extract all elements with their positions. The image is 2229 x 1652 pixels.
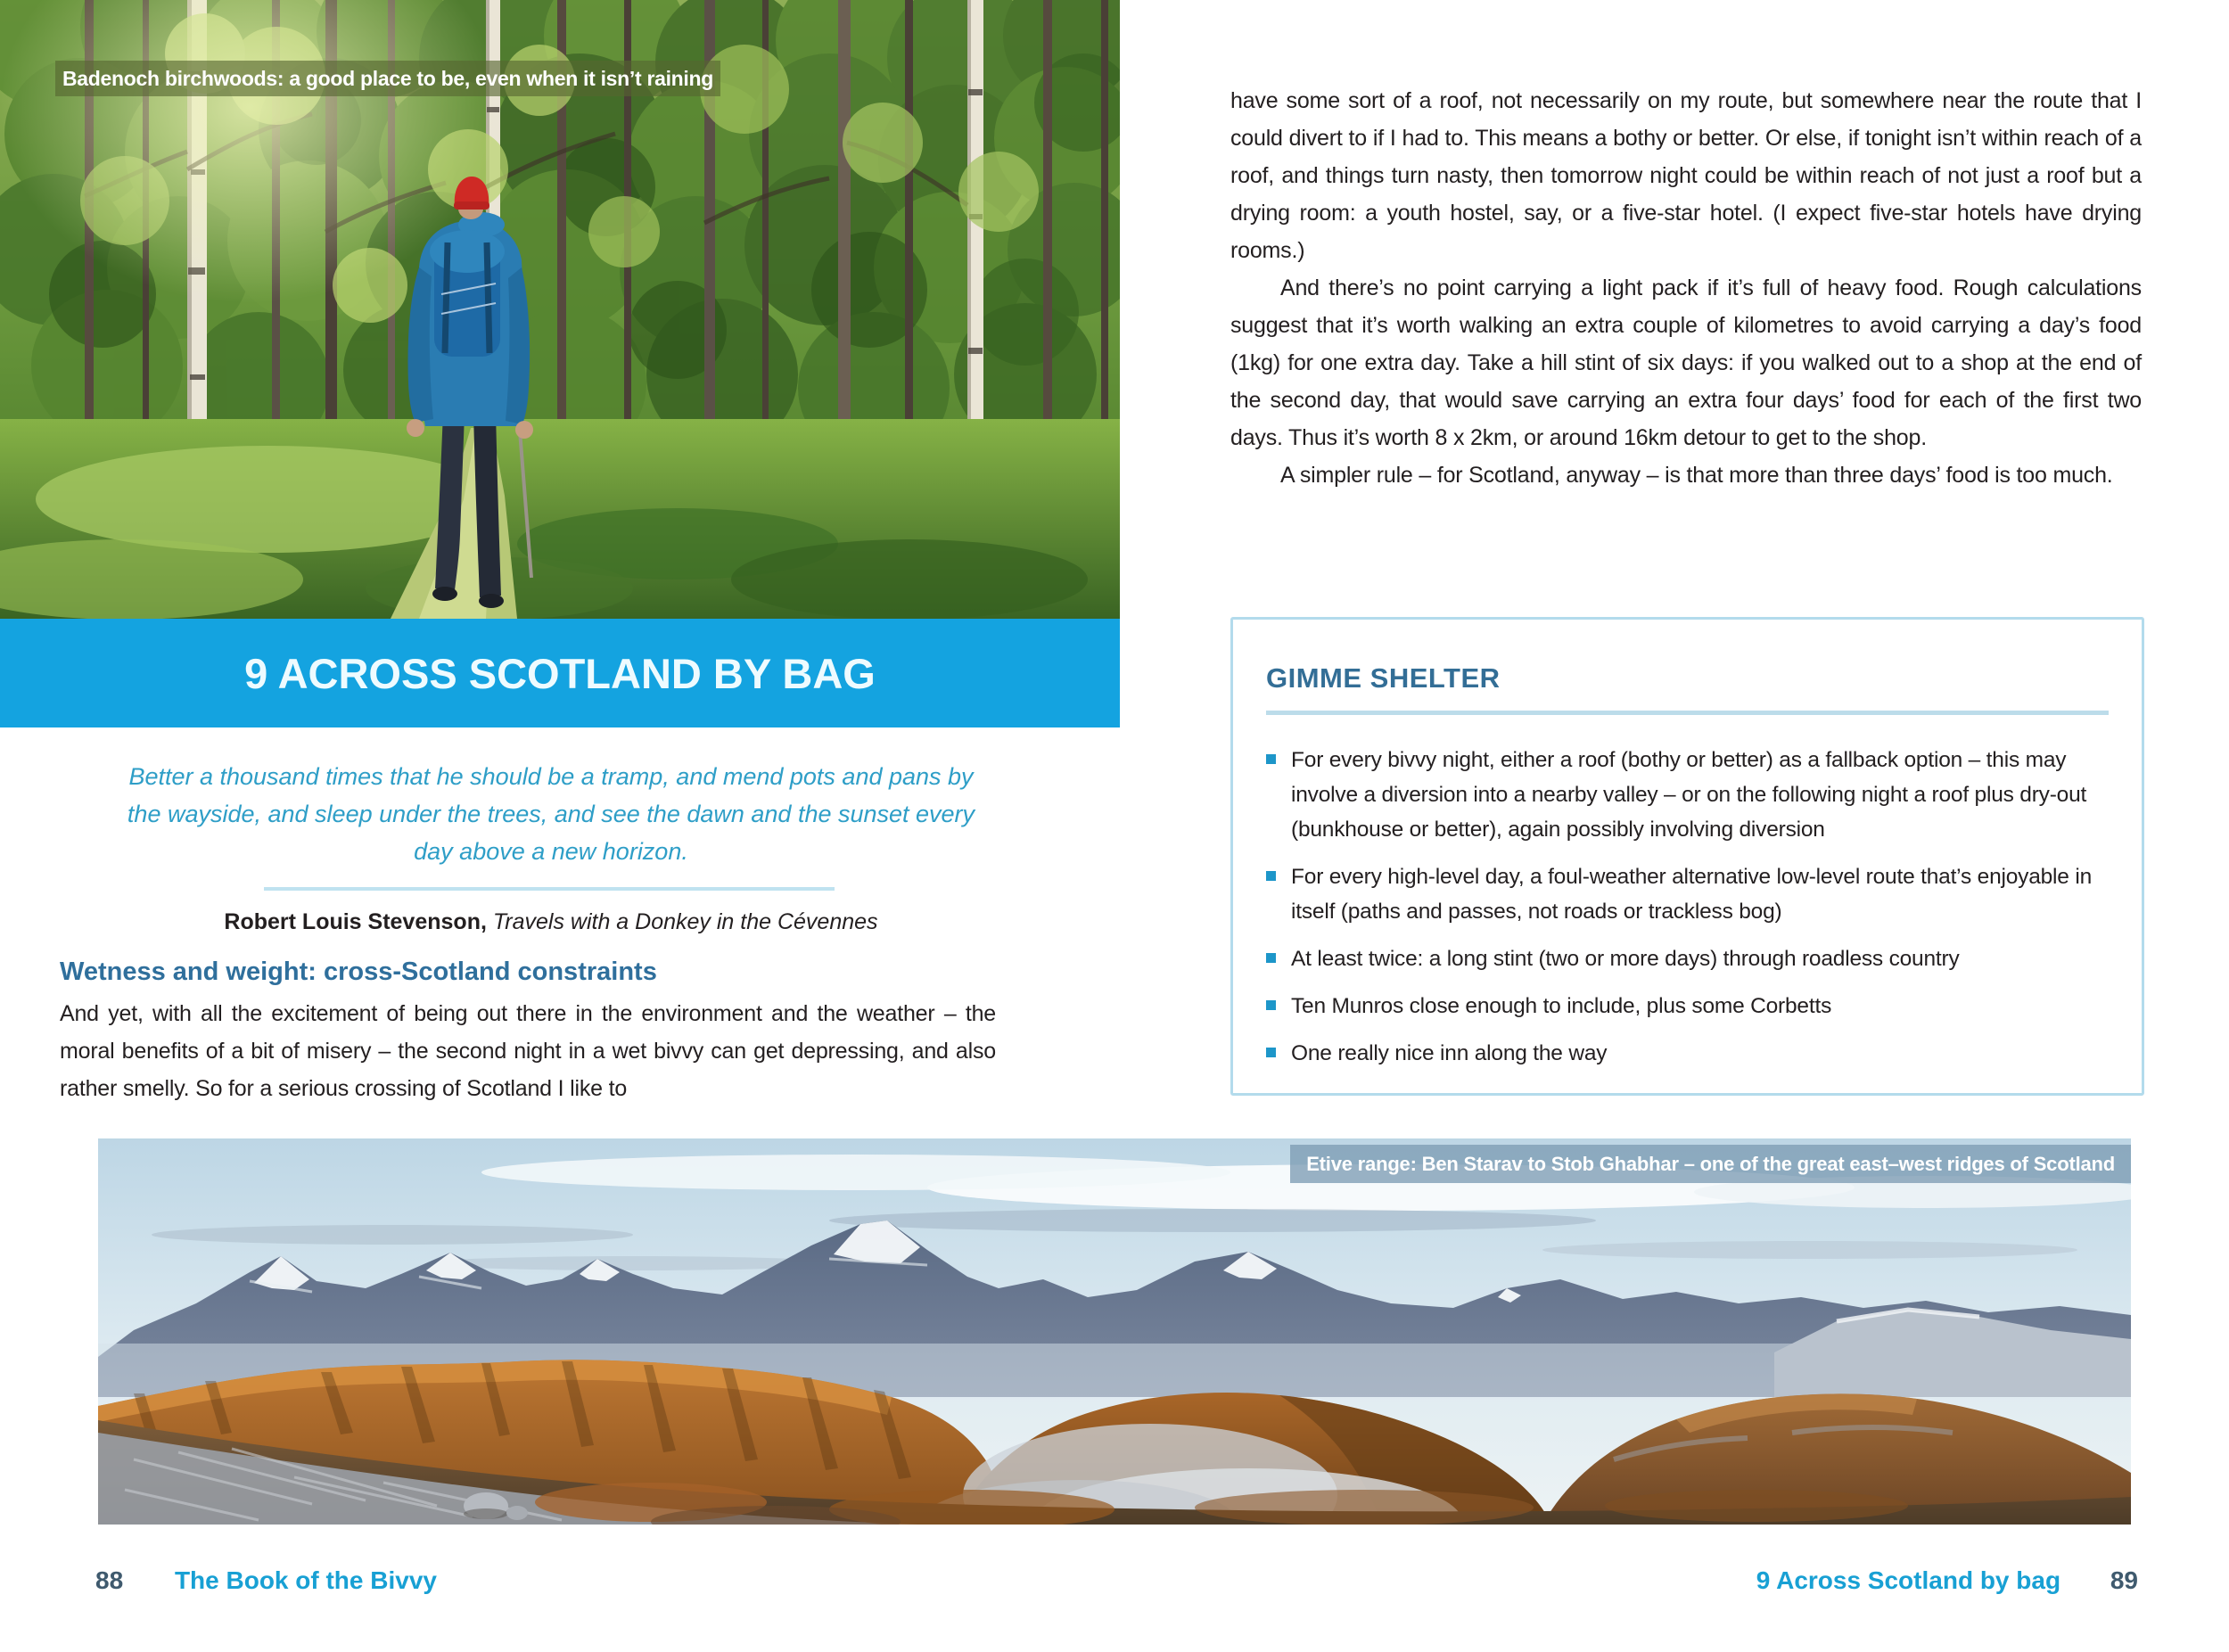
chapter-banner bbox=[0, 619, 1120, 727]
left-page-footer bbox=[95, 1566, 437, 1595]
bullet-square-icon bbox=[1266, 871, 1276, 881]
attribution-author: Robert Louis Stevenson, bbox=[224, 909, 487, 934]
right-footer-title: 9 Across Scotland by bag bbox=[1756, 1566, 2061, 1594]
birch-trunk bbox=[967, 0, 983, 473]
forest-photo bbox=[0, 0, 1120, 619]
left-footer-title: The Book of the Bivvy bbox=[174, 1566, 437, 1594]
section-heading: Wetness and weight: cross-Scotland constraints bbox=[60, 958, 657, 986]
left-body-paragraph: And yet, with all the excitement of being out there in the environment and the weather – the moral benefits of a bit of misery – the second night in a wet bivvy can get depressing, and also rather smelly. So for a serious crossing of Scotland I like to bbox=[60, 1001, 996, 1101]
list-item bbox=[1266, 859, 2109, 929]
list-item bbox=[1266, 1036, 2109, 1071]
right-paragraph: And there’s no point carrying a light pack if it’s full of heavy food. Rough calculations suggest that it’s worth walking an extra couple of kilometres to avoid carrying a day’s food (1kg) for one extra day. Take a hill stint of six days: if you walked out to a shop at the end of the second day, that would save carrying an extra four days’ food for each of the first two days. Thus it’s worth 8 x 2km, or around 16km detour to get to the shop. bbox=[1230, 275, 2142, 450]
bullet-square-icon bbox=[1266, 754, 1276, 764]
bullet-square-icon bbox=[1266, 1048, 1276, 1057]
epigraph-quote: Better a thousand times that he should be a tramp, and mend pots and pans by the wayside, and sleep under the trees, and see the dawn and the sunset every day above a new horizon. bbox=[127, 763, 975, 865]
forest-photo-caption: Badenoch birchwoods: a good place to be, even when it isn’t raining bbox=[55, 61, 720, 96]
list-item-text: Ten Munros close enough to include, plus some Corbetts bbox=[1291, 994, 1832, 1018]
list-item-text: For every high-level day, a foul-weather alternative low-level route that’s enjoyable in itself (paths and passes, not roads or trackless bog) bbox=[1291, 865, 2093, 924]
chapter-title: 9 ACROSS SCOTLAND BY BAG bbox=[244, 649, 876, 697]
bullet-square-icon bbox=[1266, 1000, 1276, 1010]
panorama-photo bbox=[98, 1138, 2131, 1525]
right-paragraph: A simpler rule – for Scotland, anyway – is that more than three days’ food is too much. bbox=[1280, 463, 2113, 488]
panorama-photo-caption: Etive range: Ben Starav to Stob Ghabhar – one of the great east–west ridges of Scotland bbox=[1290, 1145, 2131, 1183]
right-page-text bbox=[1230, 82, 2142, 494]
panorama-illustration bbox=[98, 1138, 2131, 1525]
quote-divider bbox=[264, 887, 835, 891]
right-page-number: 89 bbox=[2110, 1566, 2138, 1594]
list-item-text: One really nice inn along the way bbox=[1291, 1041, 1608, 1065]
right-page-footer bbox=[1756, 1566, 2138, 1595]
shelter-box-title: GIMME SHELTER bbox=[1266, 662, 1501, 694]
right-paragraph: have some sort of a roof, not necessarily on my route, but somewhere near the route that I could divert to if I had to. This means a bothy or better. Or else, if tonight isn’t within reach of a roof, and things turn nasty, then tomorrow night could be within reach of not just a roof but a drying room: a youth hostel, say, or a five-star hotel. (I expect five-star hotels have drying rooms.) bbox=[1230, 88, 2142, 263]
shelter-box-rule bbox=[1266, 711, 2109, 715]
shelter-box-list bbox=[1266, 743, 2109, 1083]
shelter-box bbox=[1230, 617, 2144, 1096]
list-item-text: For every bivvy night, either a roof (bothy or better) as a fallback option – this may involve a diversion into a nearby valley – or on the following night a roof plus dry-out (bunkhouse or better), again possibly involving diversion bbox=[1291, 748, 2087, 842]
list-item-text: At least twice: a long stint (two or more days) through roadless country bbox=[1291, 947, 1960, 971]
bullet-square-icon bbox=[1266, 953, 1276, 963]
list-item bbox=[1266, 941, 2109, 976]
list-item bbox=[1266, 989, 2109, 1023]
quote-attribution bbox=[114, 909, 988, 935]
list-item bbox=[1266, 743, 2109, 847]
attribution-work: Travels with a Donkey in the Cévennes bbox=[492, 909, 878, 934]
left-page-number: 88 bbox=[95, 1566, 124, 1594]
